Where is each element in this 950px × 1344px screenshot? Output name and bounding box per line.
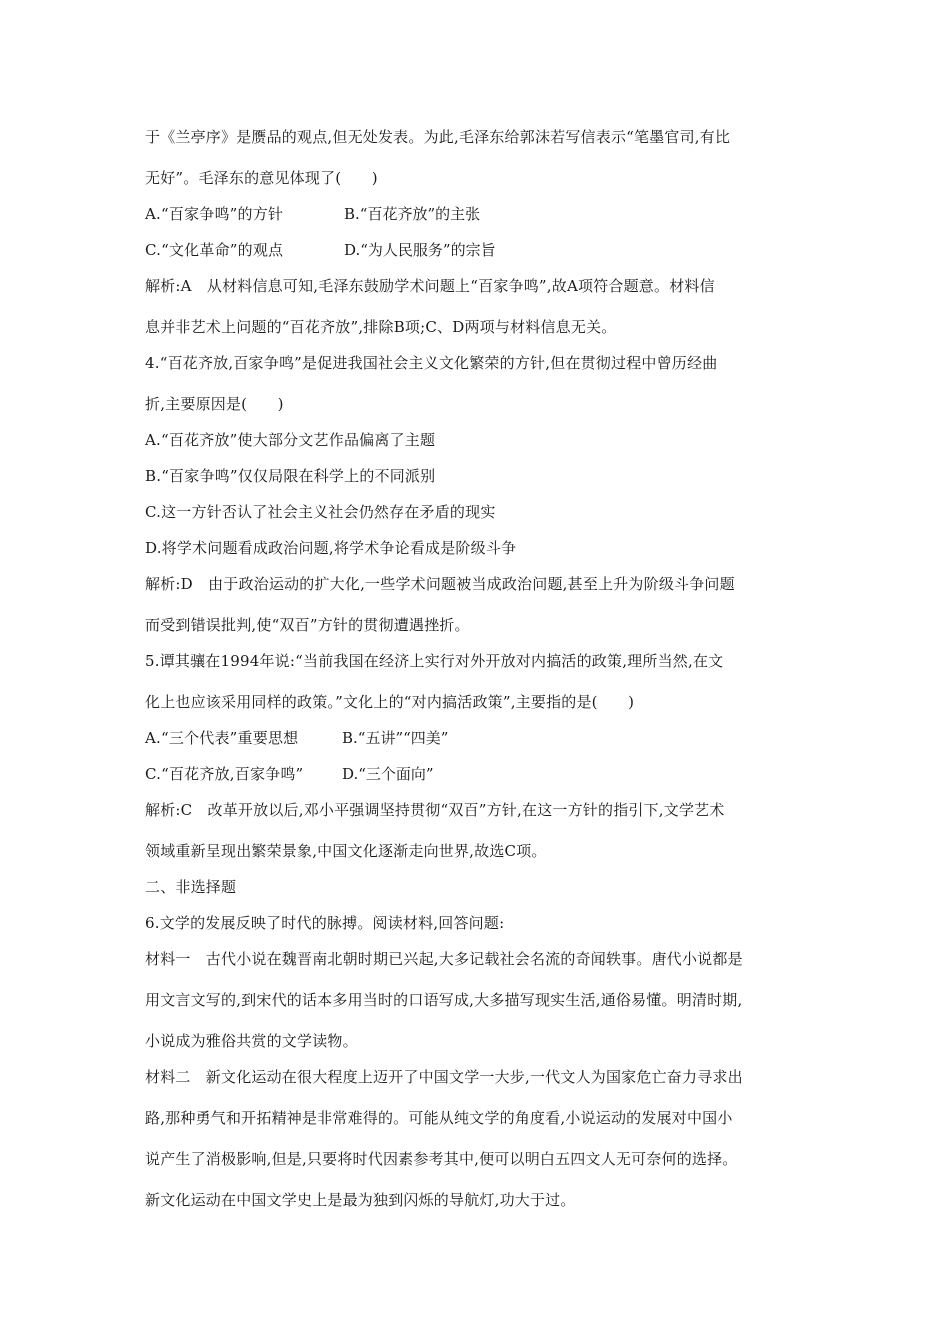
- q6-material1-line-3: 小说成为雅俗共赏的文学读物。: [145, 1032, 358, 1050]
- q6-material2-line-1: 材料二 新文化运动在很大程度上迈开了中国文学一大步,一代文人为国家危亡奋力寻求出: [145, 1068, 743, 1086]
- q6-stem: 6.文学的发展反映了时代的脉搏。阅读材料,回答问题:: [145, 914, 505, 932]
- q6-material2-line-2: 路,那种勇气和开拓精神是非常难得的。可能从纯文学的角度看,小说运动的发展对中国小: [145, 1109, 733, 1127]
- q4-option-a: A.“百花齐放”使大部分文艺作品偏离了主题: [145, 431, 436, 449]
- q6-material1-line-1: 材料一 古代小说在魏晋南北朝时期已兴起,大多记载社会名流的奇闻轶事。唐代小说都是: [145, 950, 743, 968]
- q4-option-c: C.这一方针否认了社会主义社会仍然存在矛盾的现实: [145, 503, 496, 521]
- q3-option-a: A.“百家争鸣”的方针: [145, 205, 284, 223]
- q3-option-b: B.“百花齐放”的主张: [344, 205, 481, 223]
- q5-option-c: C.“百花齐放,百家争鸣”: [145, 765, 304, 783]
- q6-material2-line-4: 新文化运动在中国文学史上是最为独到闪烁的导航灯,功大于过。: [145, 1191, 576, 1209]
- section-heading: 二、非选择题: [145, 878, 237, 896]
- q5-analysis-line-1: 解析:C 改革开放以后,邓小平强调坚持贯彻“双百”方针,在这一方针的指引下,文学艺术: [145, 801, 725, 819]
- q3-option-d: D.“为人民服务”的宗旨: [344, 241, 496, 259]
- q5-option-a: A.“三个代表”重要思想: [145, 729, 299, 747]
- q3-analysis-line-2: 息并非艺术上问题的“百花齐放”,排除B项;C、D两项与材料信息无关。: [145, 318, 617, 336]
- q5-analysis-line-2: 领域重新呈现出繁荣景象,中国文化逐渐走向世界,故选C项。: [145, 842, 547, 860]
- q4-option-d: D.将学术问题看成政治问题,将学术争论看成是阶级斗争: [145, 539, 517, 557]
- q4-analysis-line-1: 解析:D 由于政治运动的扩大化,一些学术问题被当成政治问题,甚至上升为阶级斗争问题: [145, 575, 735, 593]
- q4-stem-line-2: 折,主要原因是( ): [145, 395, 284, 413]
- q6-material1-line-2: 用文言文写的,到宋代的话本多用当时的口语写成,大多描写现实生活,通俗易懂。明清时期,: [145, 991, 743, 1009]
- q4-option-b: B.“百家争鸣”仅仅局限在科学上的不同派别: [145, 467, 436, 485]
- q3-option-c: C.“文化革命”的观点: [145, 241, 284, 259]
- q4-stem-line-1: 4.“百花齐放,百家争鸣”是促进我国社会主义文化繁荣的方针,但在贯彻过程中曾历经曲: [145, 354, 718, 372]
- q5-option-b: B.“五讲”“四美”: [342, 729, 449, 747]
- q5-stem-line-1: 5.谭其骧在1994年说:“当前我国在经济上实行对外开放对内搞活的政策,理所当然,在文: [145, 652, 724, 670]
- q6-material2-line-3: 说产生了消极影响,但是,只要将时代因素参考其中,便可以明白五四文人无可奈何的选择。: [145, 1150, 738, 1168]
- q5-option-d: D.“三个面向”: [342, 765, 434, 783]
- q3-stem-line-1: 于《兰亭序》是赝品的观点,但无处发表。为此,毛泽东给郭沫若写信表示“笔墨官司,有比: [145, 128, 731, 146]
- q3-analysis-line-1: 解析:A 从材料信息可知,毛泽东鼓励学术问题上“百家争鸣”,故A项符合题意。材料信: [145, 277, 715, 295]
- q4-analysis-line-2: 而受到错误批判,使“双百”方针的贯彻遭遇挫折。: [145, 616, 470, 634]
- q3-stem-line-2: 无好”。毛泽东的意见体现了( ): [145, 169, 378, 187]
- q5-stem-line-2: 化上也应该采用同样的政策。”文化上的“对内搞活政策”,主要指的是( ): [145, 693, 635, 711]
